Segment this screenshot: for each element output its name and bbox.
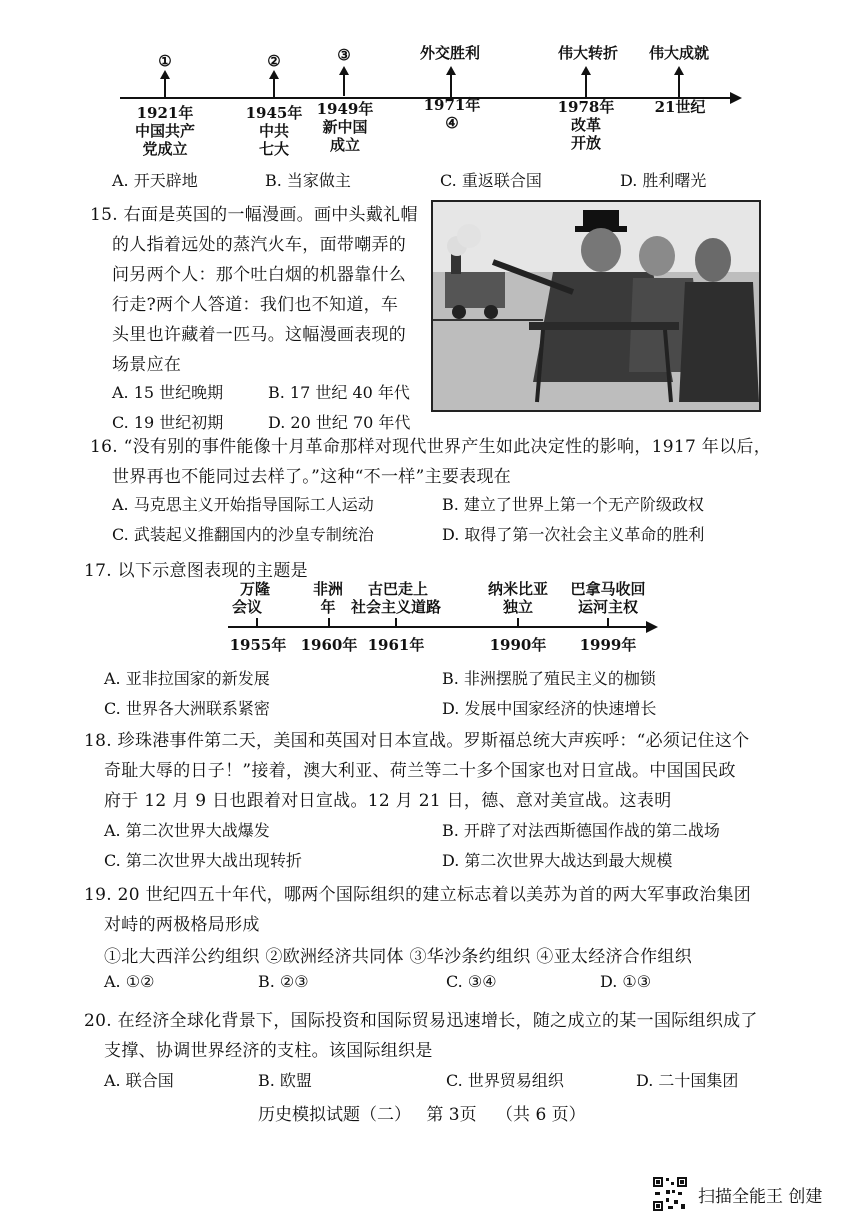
timeline-label: 万隆 [239, 580, 270, 598]
q15-option-d[interactable]: D. 20 世纪 70 年代 [268, 413, 411, 432]
timeline-desc: 改革 [570, 116, 601, 134]
q20-option-b[interactable]: B. 欧盟 [258, 1071, 312, 1090]
timeline-tick [164, 78, 166, 98]
timeline-year: 1990年 [489, 636, 547, 654]
timeline-tick [328, 618, 330, 628]
footer-title: 历史模拟试题（二） [258, 1105, 411, 1125]
q20-option-a[interactable]: A. 联合国 [104, 1071, 174, 1090]
qr-code-icon [652, 1176, 688, 1212]
q16-stem-line: 世界再也不能同过去样了。”这种“不一样”主要表现在 [112, 467, 512, 487]
timeline-year: 1955年 [229, 636, 287, 654]
timeline-tick [517, 618, 519, 628]
timeline-tick [256, 618, 258, 628]
q19-items: ①北大西洋公约组织 ②欧洲经济共同体 ③华沙条约组织 ④亚太经济合作组织 [104, 947, 693, 967]
q18-option-b[interactable]: B. 开辟了对法西斯德国作战的第二战场 [442, 821, 720, 840]
timeline-desc: 开放 [570, 134, 601, 152]
timeline-tick [450, 74, 452, 97]
timeline-tick [678, 74, 680, 97]
q19-stem-line: 对峙的两极格局形成 [104, 915, 260, 935]
q20-option-c[interactable]: C. 世界贸易组织 [446, 1071, 564, 1090]
q14-option-b[interactable]: B. 当家做主 [265, 171, 351, 190]
q16-option-a[interactable]: A. 马克思主义开始指导国际工人运动 [112, 495, 374, 514]
timeline-label: 巴拿马收回 [570, 580, 646, 598]
q17-option-b[interactable]: B. 非洲摆脱了殖民主义的枷锁 [442, 669, 656, 688]
q18-stem-line: 18. 珍珠港事件第二天，美国和英国对日本宣战。罗斯福总统大声疾呼：“必须记住这个 [84, 731, 750, 751]
q20-stem-line: 20. 在经济全球化背景下，国际投资和国际贸易迅速增长，随之成立的某一国际组织成了 [84, 1011, 758, 1031]
timeline-year: 1949年 [316, 100, 374, 118]
timeline-label: 社会主义道路 [350, 598, 441, 616]
q15-option-b[interactable]: B. 17 世纪 40 年代 [268, 383, 410, 402]
q15-stem-line: 行走?两个人答道：我们也不知道，车 [112, 295, 399, 315]
timeline-label: 运河主权 [577, 598, 638, 616]
timeline-desc: 成立 [329, 136, 360, 154]
timeline-top-label: ① [158, 52, 172, 70]
timeline-label: 非洲 [312, 580, 343, 598]
q15-stem-line: 场景应在 [112, 355, 182, 375]
q15-stem-line: 的人指着远处的蒸汽火车，面带嘲弄的 [112, 235, 407, 255]
q14-option-a[interactable]: A. 开天辟地 [112, 171, 198, 190]
q19-option-d[interactable]: D. ①③ [600, 972, 652, 991]
timeline-top-label: ② [267, 52, 281, 70]
timeline-label: 独立 [502, 598, 533, 616]
timeline-tick [585, 74, 587, 97]
timeline-year: 1945年 [245, 104, 303, 122]
timeline-tick [343, 74, 345, 96]
q15-option-c[interactable]: C. 19 世纪初期 [112, 413, 224, 432]
timeline-year: 1999年 [579, 636, 637, 654]
q14-option-c[interactable]: C. 重返联合国 [440, 171, 542, 190]
q20-stem-line: 支撑、协调世界经济的支柱。该国际组织是 [104, 1041, 433, 1061]
timeline-desc: 中国共产 [134, 122, 195, 140]
q18-stem-line: 奇耻大辱的日子！”接着，澳大利亚、荷兰等二十多个国家也对日宣战。中国国民政 [104, 761, 736, 781]
timeline-desc: ④ [445, 114, 459, 132]
q19-stem-line: 19. 20 世纪四五十年代，哪两个国际组织的建立标志着以美苏为首的两大军事政治集团 [84, 885, 752, 905]
timeline-tick [273, 78, 275, 98]
timeline-desc: 新中国 [322, 118, 368, 136]
timeline-year: 1978年 [557, 98, 615, 116]
q16-stem-line: 16. “没有别的事件能像十月革命那样对现代世界产生如此决定性的影响，1917 年以后， [90, 437, 771, 457]
timeline-tick [395, 618, 397, 628]
q18-option-d[interactable]: D. 第二次世界大战达到最大规模 [442, 851, 673, 870]
timeline-desc: 七大 [258, 140, 289, 158]
timeline-arrowhead [730, 92, 742, 104]
timeline-top-label: 伟大成就 [648, 44, 709, 62]
q15-stem-line: 头里也许藏着一匹马。这幅漫画表现的 [112, 325, 407, 345]
q15-stem-line: 15. 右面是英国的一幅漫画。画中头戴礼帽 [90, 205, 418, 225]
q17-stem: 17. 以下示意图表现的主题是 [84, 561, 308, 581]
timeline-top-label: 外交胜利 [419, 44, 480, 62]
q19-option-a[interactable]: A. ①② [104, 972, 155, 991]
q16-option-d[interactable]: D. 取得了第一次社会主义革命的胜利 [442, 525, 705, 544]
timeline-desc: 党成立 [142, 140, 188, 158]
q20-option-d[interactable]: D. 二十国集团 [636, 1071, 739, 1090]
page-footer [258, 1100, 586, 1125]
timeline-label: 会议 [231, 598, 262, 616]
cartoon-image [431, 200, 761, 412]
cartoon-illustration [433, 202, 759, 410]
timeline-top-label: 伟大转折 [557, 44, 618, 62]
footer-total: （共 6 页） [496, 1105, 586, 1125]
timeline-year: 1960年 [300, 636, 358, 654]
watermark-text: 扫描全能王 创建 [698, 1187, 823, 1207]
timeline-year: 1961年 [367, 636, 425, 654]
timeline-top-label: ③ [337, 46, 351, 64]
q14-option-d[interactable]: D. 胜利曙光 [620, 171, 707, 190]
timeline-label: 年 [320, 598, 336, 616]
q15-option-a[interactable]: A. 15 世纪晚期 [112, 383, 224, 402]
q19-option-b[interactable]: B. ②③ [258, 972, 309, 991]
q15-stem-line: 问另两个人：那个吐白烟的机器靠什么 [112, 265, 407, 285]
q18-stem-line: 府于 12 月 9 日也跟着对日宣战。12 月 21 日，德、意对美宣战。这表明 [104, 791, 672, 811]
timeline-tick [607, 618, 609, 628]
q17-option-c[interactable]: C. 世界各大洲联系紧密 [104, 699, 270, 718]
q16-option-c[interactable]: C. 武装起义推翻国内的沙皇专制统治 [112, 525, 374, 544]
q16-option-b[interactable]: B. 建立了世界上第一个无产阶级政权 [442, 495, 704, 514]
q18-option-a[interactable]: A. 第二次世界大战爆发 [104, 821, 270, 840]
timeline-label: 古巴走上 [367, 580, 428, 598]
timeline-axis [228, 626, 648, 628]
q17-option-d[interactable]: D. 发展中国家经济的快速增长 [442, 699, 657, 718]
timeline-year: 1971年 [423, 96, 481, 114]
q17-option-a[interactable]: A. 亚非拉国家的新发展 [104, 669, 270, 688]
timeline-year: 21世纪 [654, 98, 706, 116]
q19-option-c[interactable]: C. ③④ [446, 972, 497, 991]
timeline-arrowhead [646, 621, 658, 633]
timeline-label: 纳米比亚 [487, 580, 548, 598]
footer-page: 第 3页 [426, 1105, 477, 1125]
timeline-year: 1921年 [136, 104, 194, 122]
q18-option-c[interactable]: C. 第二次世界大战出现转折 [104, 851, 302, 870]
timeline-desc: 中共 [258, 122, 289, 140]
